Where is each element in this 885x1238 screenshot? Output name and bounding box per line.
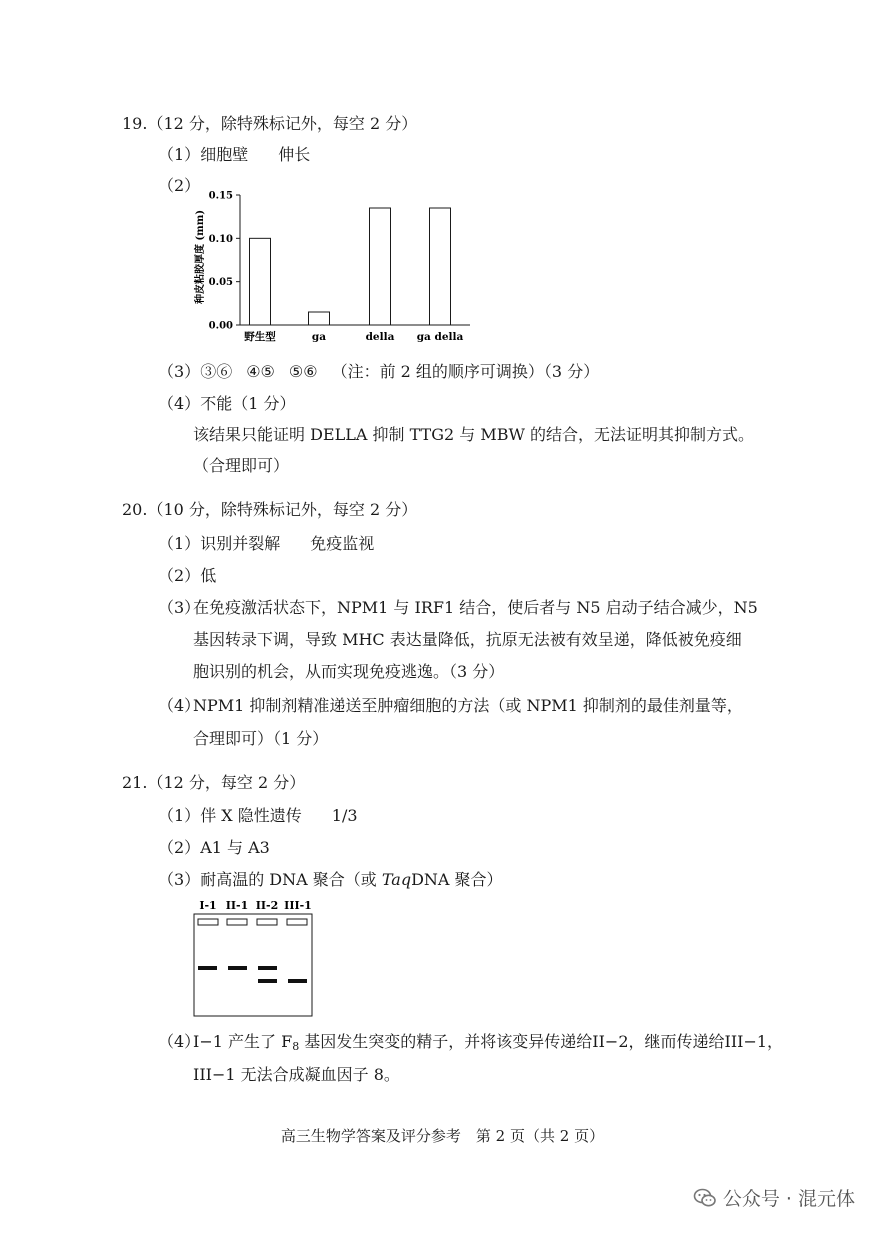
- q20-part1: [158, 534, 374, 554]
- q19-part1: [158, 145, 310, 165]
- q19-part3: [158, 362, 599, 382]
- q19-part3-answer-c: ⑤⑥: [288, 362, 318, 381]
- q21-part2: [158, 838, 270, 858]
- q21-part3: [158, 870, 503, 890]
- q20-part3-label: （3）: [158, 598, 201, 617]
- q21-part3-taq: Taq: [381, 870, 412, 889]
- q19-part1-label: （1）: [158, 145, 201, 164]
- chart-y-axis-label: 种皮粘胶厚度 (mm): [195, 209, 206, 305]
- chart-bar: [370, 208, 391, 325]
- gel-lane-label: III-1: [284, 899, 312, 912]
- q21-part2-label: （2）: [158, 838, 201, 857]
- gel-well: [287, 919, 307, 925]
- q21-part1: [158, 806, 358, 826]
- chart-y-tick-label: 0.15: [208, 190, 233, 202]
- q21-heading: 21.（12 分，每空 2 分）: [122, 773, 306, 792]
- q21-part1-answer-b: 1/3: [331, 806, 358, 825]
- page-footer: 高三生物学答案及评分参考 第 2 页（共 2 页）: [280, 1127, 605, 1145]
- q20-part4-label: （4）: [158, 696, 201, 715]
- gel-box: [194, 914, 312, 1016]
- gel-lane-label: II-1: [225, 899, 249, 912]
- gel-band: [258, 966, 277, 970]
- q21-part4-line2: III−1 无法合成凝血因子 8。: [193, 1065, 400, 1084]
- q20-heading: 20.（10 分，除特殊标记外，每空 2 分）: [122, 500, 418, 519]
- gel-well: [198, 919, 218, 925]
- q21-part3-answer-b: DNA 聚合）: [411, 870, 503, 889]
- q21-part3-label: （3）: [158, 870, 201, 889]
- q20-part2-label: （2）: [158, 566, 201, 585]
- q19-part1-answer-a: 细胞壁: [200, 145, 249, 164]
- q21-part1-answer-a: 伴 X 隐性遗传: [200, 806, 302, 825]
- q20-part1-answer-b: 免疫监视: [310, 534, 375, 553]
- q20-part4-line2: 合理即可）（1 分）: [193, 729, 329, 748]
- q20-part1-answer-a: 识别并裂解: [200, 534, 281, 553]
- chart-y-tick-label: 0.10: [208, 233, 233, 245]
- q19-part1-answer-b: 伸长: [278, 145, 311, 164]
- q20-part3-line2: 基因转录下调，导致 MHC 表达量降低，抗原无法被有效呈递，降低被免疫细: [193, 630, 742, 649]
- q21-part4-text-a: I−1 产生了 F: [193, 1032, 293, 1051]
- q19-part3-answer-b: ④⑤: [246, 362, 275, 381]
- q19-part4: [158, 394, 295, 414]
- chart-category-label: della: [365, 331, 395, 343]
- q20-part1-label: （1）: [158, 534, 201, 553]
- q20-part3-line3: 胞识别的机会，从而实现免疫逃逸。（3 分）: [193, 662, 505, 681]
- q21-part3-answer-a: 耐高温的 DNA 聚合（或: [200, 870, 382, 889]
- q19-part3-answer-a: ③⑥: [200, 362, 233, 381]
- q19-part4-answer: 不能（1 分）: [200, 394, 296, 413]
- chart-y-tick-label: 0.00: [208, 320, 233, 332]
- q21-part4-subscript: 8: [292, 1040, 300, 1053]
- q21-part4-text-b: 基因发生突变的精子，并将该变异传递给II−2，继而传递给III−1，: [299, 1032, 784, 1051]
- q19-heading: 19.（12 分，除特殊标记外，每空 2 分）: [122, 114, 418, 133]
- chart-category-label: ga: [311, 331, 327, 343]
- q21-part4-line1: [193, 1032, 783, 1057]
- bar-chart: [190, 185, 480, 347]
- chart-category-label: ga della: [416, 331, 464, 343]
- gel-band: [198, 966, 217, 970]
- q21-part4-label: （4）: [158, 1032, 201, 1051]
- q19-part3-note: （注：前 2 组的顺序可调换）（3 分）: [331, 362, 600, 381]
- q20-part2: [158, 566, 216, 586]
- q19-part2-label: （2）: [158, 176, 201, 195]
- q20-part2-answer: 低: [200, 566, 217, 585]
- q21-part1-label: （1）: [158, 806, 201, 825]
- q19-part4-label: （4）: [158, 394, 201, 413]
- gel-well: [257, 919, 277, 925]
- gel-band: [258, 979, 277, 983]
- watermark: [693, 1184, 855, 1214]
- chart-bar: [430, 208, 451, 325]
- gel-lane-label: II-2: [255, 899, 279, 912]
- q19-part3-label: （3）: [158, 362, 201, 381]
- q19-part4-note: （合理即可）: [193, 456, 290, 475]
- chart-bar: [250, 238, 271, 325]
- q20-part3-line1: 在免疫激活状态下，NPM1 与 IRF1 结合，使后者与 N5 启动子结合减少，N5: [193, 598, 758, 617]
- chart-category-label: 野生型: [244, 331, 276, 343]
- gel-band: [228, 966, 247, 970]
- chart-y-tick-label: 0.05: [208, 277, 233, 289]
- gel-well: [227, 919, 247, 925]
- gel-band: [288, 979, 307, 983]
- gel-electrophoresis-diagram: [190, 896, 320, 1020]
- watermark-text: 公众号 · 混元体: [722, 1188, 855, 1210]
- q19-part4-explanation: 该结果只能证明 DELLA 抑制 TTG2 与 MBW 的结合，无法证明其抑制方式。: [193, 425, 755, 444]
- wechat-icon: [693, 1187, 717, 1214]
- chart-bar: [309, 312, 330, 325]
- q21-part2-answer: A1 与 A3: [200, 838, 270, 857]
- gel-lane-label: I-1: [199, 899, 217, 912]
- q20-part4-line1: NPM1 抑制剂精准递送至肿瘤细胞的方法（或 NPM1 抑制剂的最佳剂量等，: [193, 696, 743, 715]
